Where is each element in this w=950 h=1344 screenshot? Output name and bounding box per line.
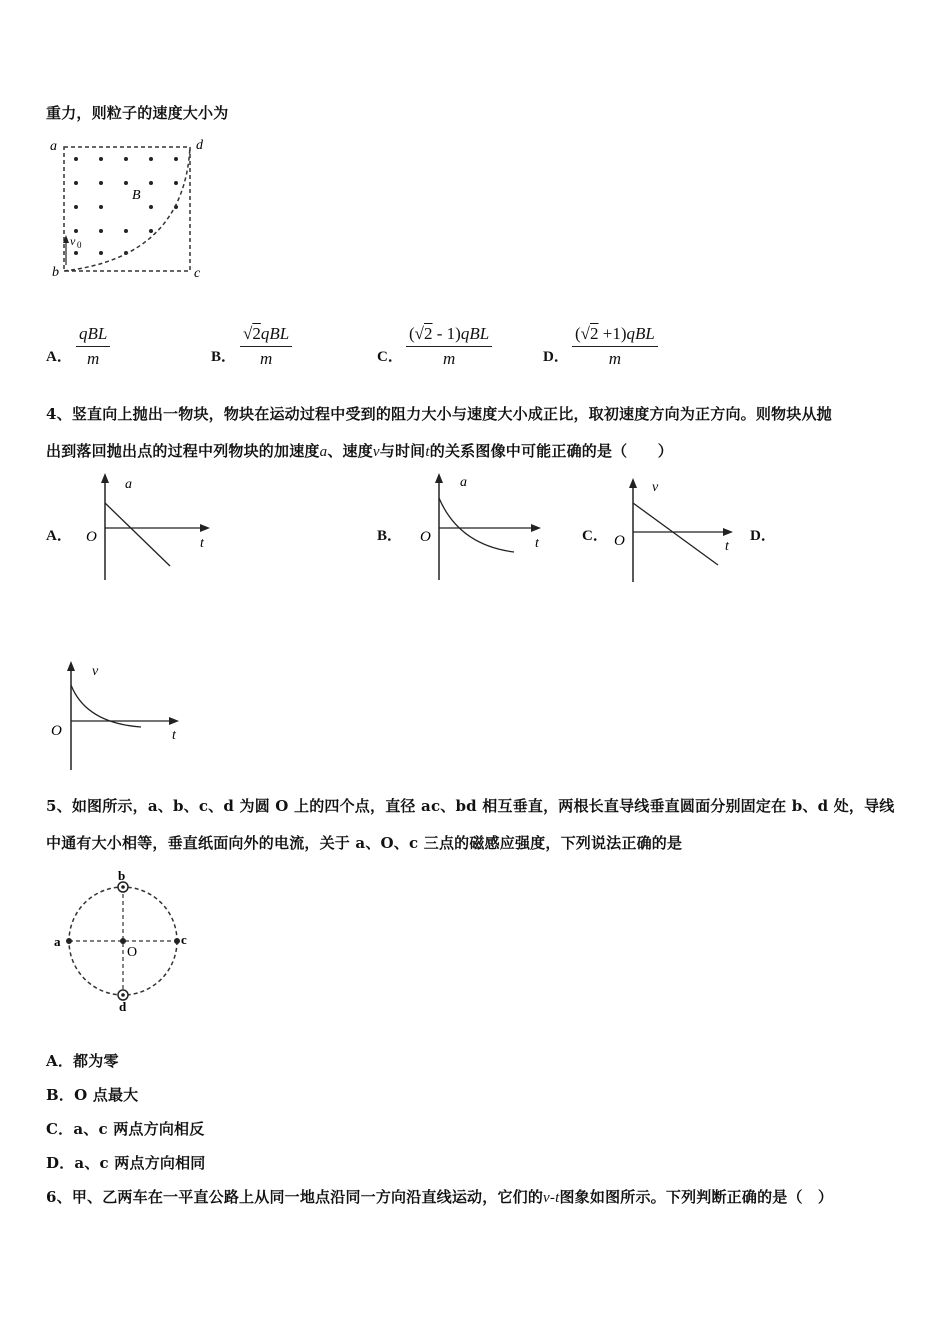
q5-option-a[interactable]: A．都为零 [46,1052,119,1070]
q4-option-d-label[interactable]: D． [750,528,776,544]
q4-stem-line2: 出到落回抛出点的过程中列物块的加速度a、速度v与时间t的关系图像中可能正确的是（ ） [46,442,673,460]
q5-option-c[interactable]: C．a、c 两点方向相反 [46,1120,205,1138]
acceleration-curve [439,498,514,552]
svg-text:c: c [181,932,187,947]
q5-circle-figure [50,865,200,1015]
q4-graph-b[interactable] [414,470,554,585]
svg-text:t: t [725,539,729,554]
q3-option-b-fraction[interactable]: √2qBL m [240,324,292,369]
svg-text:O: O [86,529,97,545]
svg-text:d: d [119,999,127,1014]
q3-stem-tail: 重力，则粒子的速度大小为 [46,104,229,122]
q3-field-figure [46,135,216,285]
denominator: m [87,349,100,368]
q3-option-c-fraction[interactable]: (√2 - 1)qBL m [406,324,492,369]
svg-text:a: a [54,934,61,949]
svg-text:v: v [652,480,659,495]
svg-text:a: a [460,475,467,490]
q5-stem-line2: 中通有大小相等，垂直纸面向外的电流，关于 a、O、c 三点的磁感应强度，下列说法正确的是 [46,834,683,852]
svg-text:b: b [118,868,126,883]
q4-option-a-label[interactable]: A． [46,528,72,544]
q4-graph-a[interactable] [80,470,220,585]
corner-c: c [194,266,201,281]
svg-text:O: O [420,529,431,545]
q4-option-b-label[interactable]: B． [377,528,403,544]
q5-option-d[interactable]: D．a、c 两点方向相同 [46,1154,206,1172]
svg-text:O: O [51,723,62,739]
q3-option-d-fraction[interactable]: (√2 +1)qBL m [572,324,658,369]
svg-text:t: t [172,728,176,743]
svg-text:t: t [200,536,204,551]
q4-stem-line1: 4、竖直向上抛出一物块，物块在运动过程中受到的阻力大小与速度大小成正比，取初速度方向为正方向。则物块从抛 [46,405,832,423]
velocity-subscript: 0 [77,240,82,250]
svg-text:O: O [127,945,138,960]
q3-option-a-fraction[interactable] [76,324,110,369]
svg-text:v: v [92,664,99,679]
svg-text:a: a [125,477,132,492]
acceleration-line [105,503,170,566]
field-dots [74,157,178,255]
svg-text:O: O [614,533,625,549]
field-b-label: B [132,188,141,203]
corner-a: a [50,139,57,154]
velocity-label: v [70,234,76,248]
q3-option-c-label[interactable]: C． [377,349,403,365]
q4-graph-d[interactable] [46,655,196,775]
q5-option-b[interactable]: B．O 点最大 [46,1086,139,1104]
numerator: qBL [79,324,108,343]
q3-option-b-label[interactable]: B． [211,349,237,365]
corner-d: d [196,138,203,153]
velocity-line [633,503,718,565]
svg-text:t: t [535,536,539,551]
q3-option-d-label[interactable]: D． [543,349,569,365]
q5-stem-line1: 5、如图所示，a、b、c、d 为圆 O 上的四个点，直径 ac、bd 相互垂直，两根长直导线垂直圆面分别固定在 b、d 处，导线 [46,797,895,815]
corner-b: b [52,265,59,280]
q4-option-c-label[interactable]: C． [582,528,608,544]
q3-option-a-label[interactable]: A． [46,349,72,365]
q6-stem: 6、甲、乙两车在一平直公路上从同一地点沿同一方向沿直线运动，它们的v-t图象如图所示。下列判断正确的是（ ） [46,1188,834,1206]
q4-graph-c[interactable] [608,470,748,585]
